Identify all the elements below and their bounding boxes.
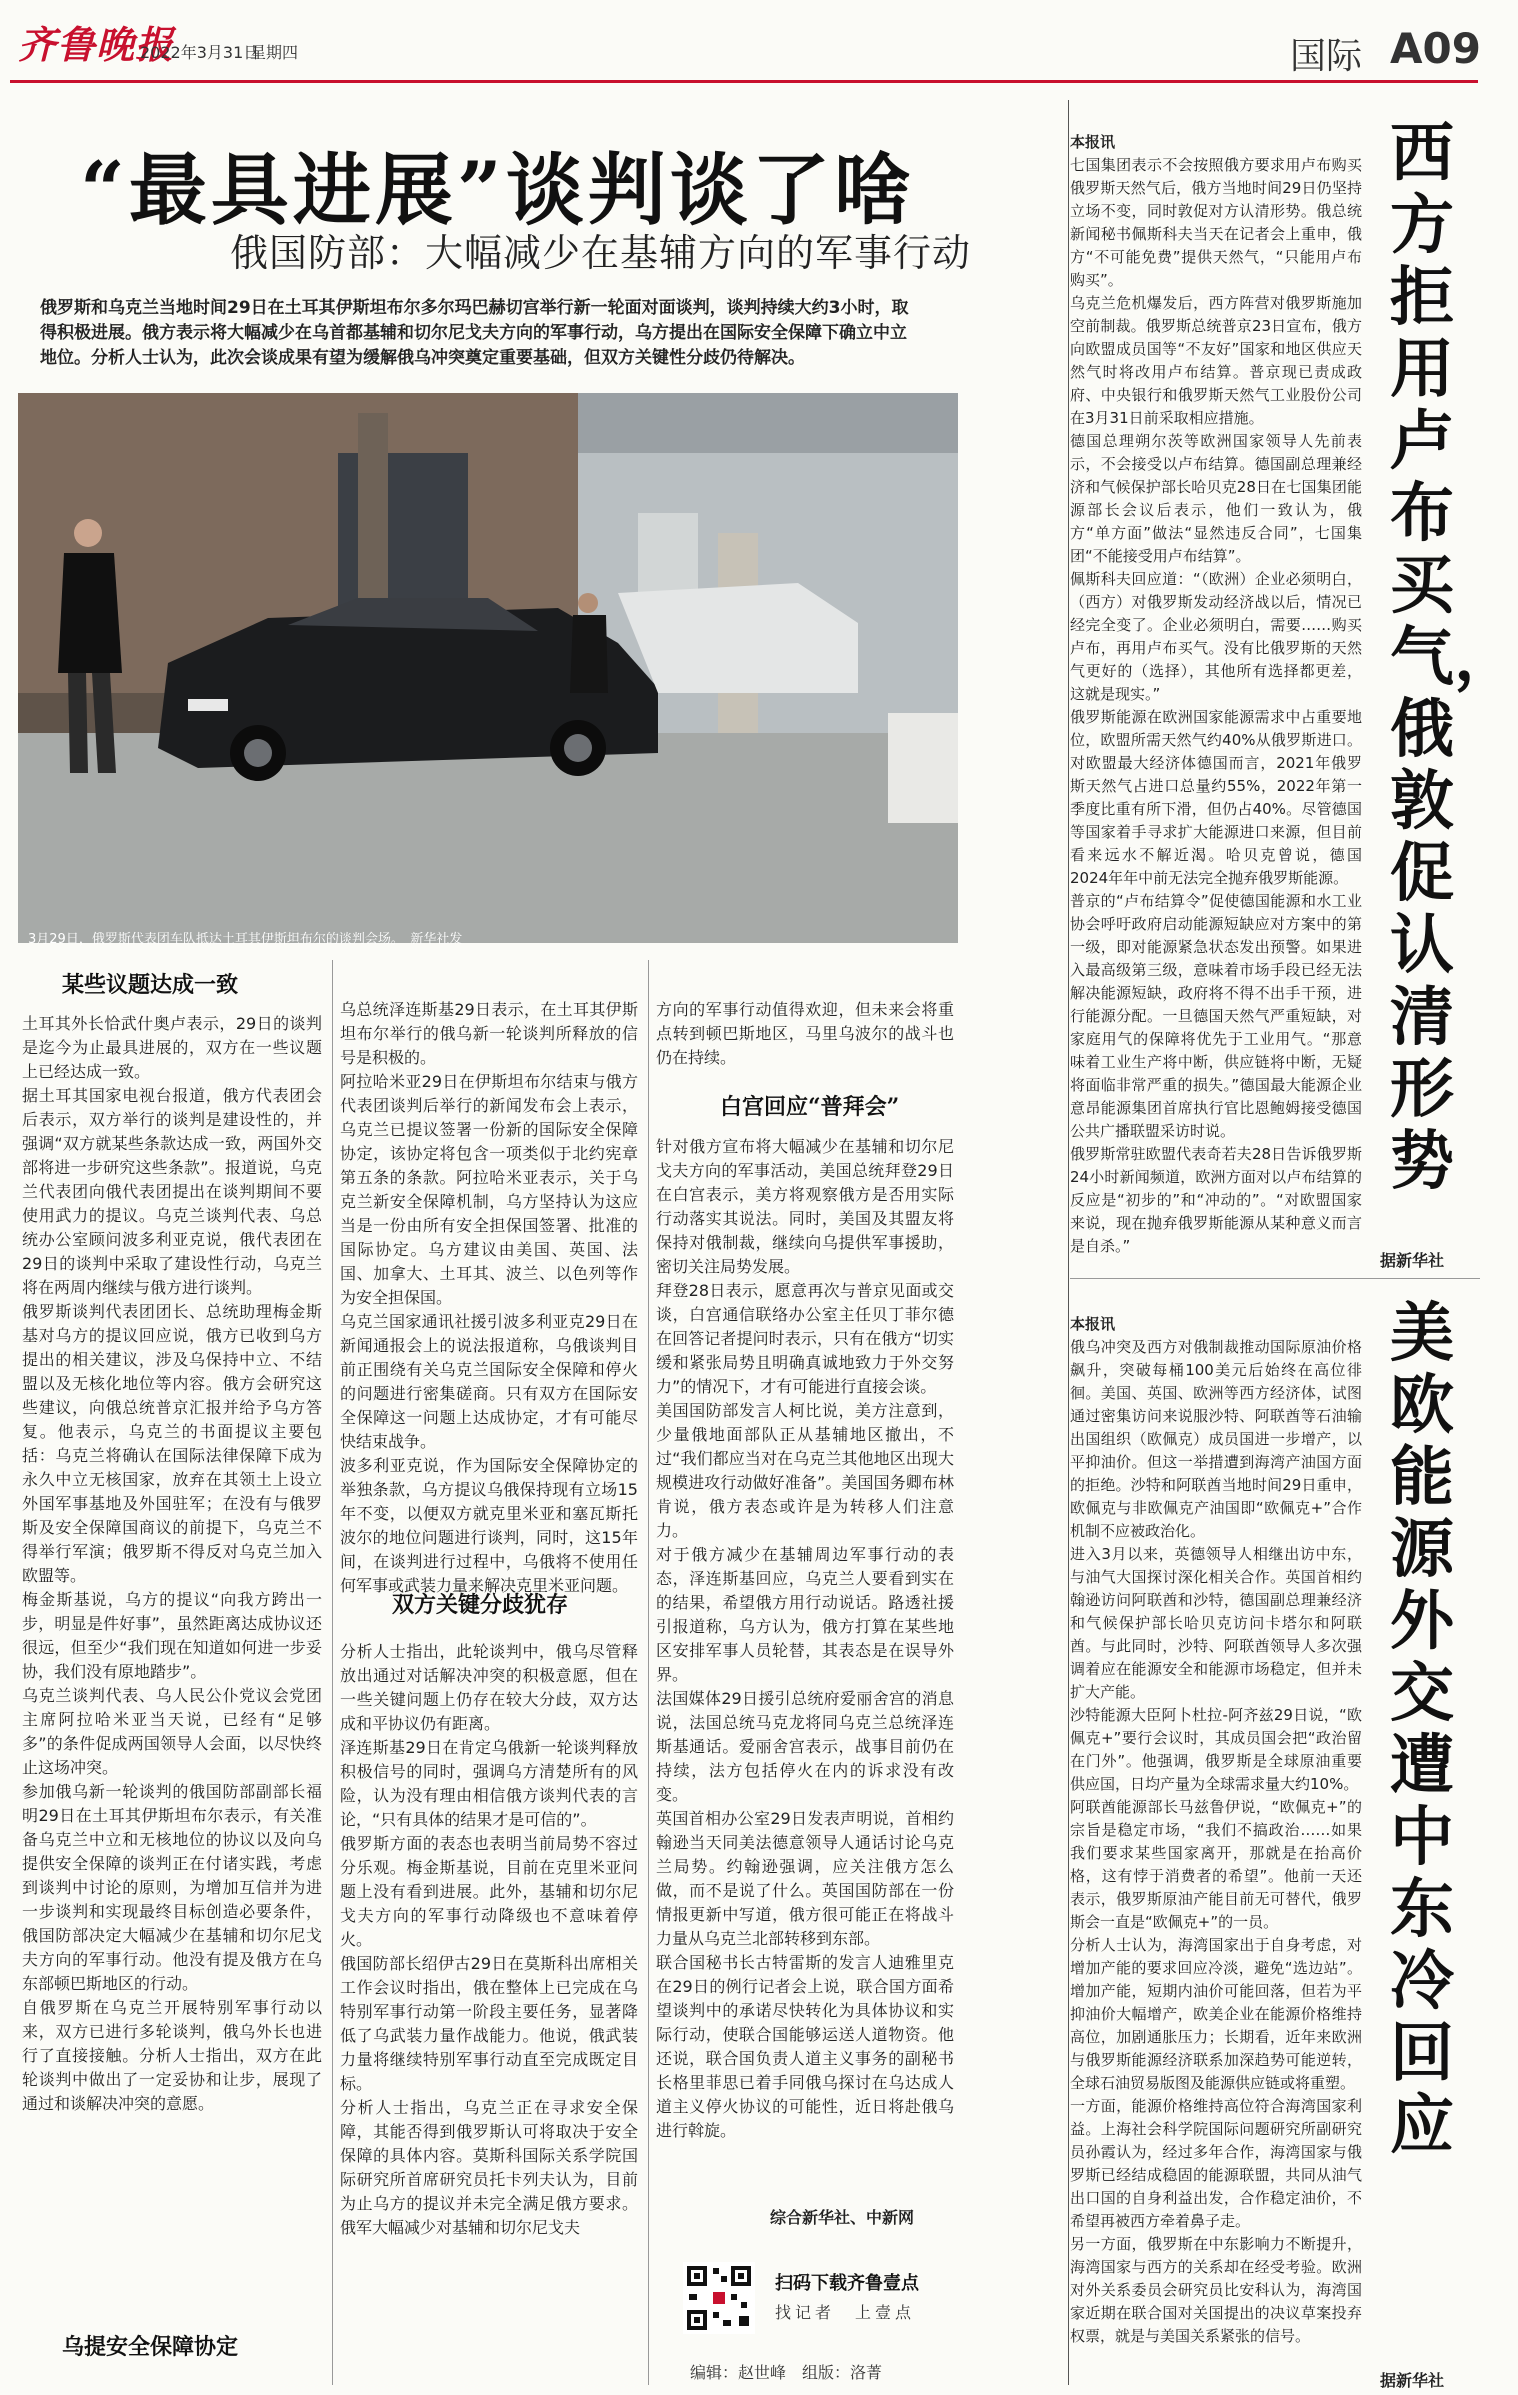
side-story-2-tag: 本报讯 — [1070, 1315, 1116, 1333]
page-number: A09 — [1390, 24, 1481, 73]
side-story-2-body — [1070, 1290, 1362, 2360]
side-story-1-body — [1070, 108, 1362, 1255]
column-divider-1 — [332, 960, 333, 2385]
issue-weekday: 星期四 — [250, 43, 299, 62]
lead-column-3b: 针对俄方宣布将大幅减少在基辅和切尔尼戈夫方向的军事活动，美国总统拜登29日在白宫表示，美方将观察俄方是否用实际行动落实其说法。同时，美国及其盟友将保持对俄制裁，继续向乌提供军事援助，密切关注局势发展。 拜登28日表示，愿意再次与普京见面或交谈，白宫通信联络办公室主任贝丁菲尔德在回答记者提问时表示，只有在俄方“切实缓和紧张局势且明确真诚地致力于外交努力”的情况下，才有可能进行直接会谈。 美国国防部发言人柯比说，美方注意到，少量俄地面部队正从基辅地区撤出，不过“我们都应当对在乌克兰其他地区出现大规模进攻行动做好准备”。美国国务卿布林肯说，俄方表态或许是为转移人们注意力。 对于俄方减少在基辅周边军事行动的表态，泽连斯基回应，乌克兰人要看到实在的结果，希望俄方用行动说话。路透社援引报道称，乌方认为，俄方打算在某些地区安排军事人员轮替，其表态是在误导外界。 法国媒体29日援引总统府爱丽舍宫的消息说，法国总统马克龙将同乌克兰总统泽连斯基通话。爱丽舍宫表示，战事目前仍在持续，法方包括停火在内的诉求没有改变。 英国首相办公室29日发表声明说，首相约翰逊当天同美法德意领导人通话讨论乌克兰局势。约翰逊强调，应关注俄方怎么做，而不是说了什么。英国国防部在一份情报更新中写道，俄方很可能正在将战斗力量从乌克兰北部转移到东部。 联合国秘书长古特雷斯的发言人迪雅里克在29日的例行记者会上说，联合国方面希望谈判中的承诺尽快转化为具体协议和实际行动，使联合国能够运送人道物资。他还说，联合国负责人道主义事务的副秘书长格里菲思已着手同俄乌探讨在乌达成人道主义停火协议的可能性，近日将赴俄乌进行斡旋。 — [656, 1137, 954, 2140]
side-story-divider — [1070, 1278, 1480, 1279]
qr-title: 扫码下载齐鲁壹点 — [775, 2273, 919, 2294]
side-story-2-source: 据新华社 — [1380, 2371, 1445, 2390]
header-rule — [10, 80, 1478, 83]
lead-column-3: 方向的军事行动值得欢迎，但未来会将重点转到顿巴斯地区，马里乌波尔的战斗也仍在持续。 — [656, 1000, 954, 1067]
column-divider-2 — [648, 960, 649, 2385]
side-story-1-headline: 西方拒用卢布买气，俄敦促认清形势 — [1390, 116, 1518, 1199]
section-title-2: 双方关键分歧犹存 — [392, 1592, 569, 1618]
lead-lede: 俄罗斯和乌克兰当地时间29日在土耳其伊斯坦布尔多尔玛巴赫切宫举行新一轮面对面谈判，谈判持续大约3小时，取得积极进展。俄方表示将大幅减少在乌首都基辅和切尔尼戈夫方向的军事行动，乌方提出在国际安全保障下确立中立地位。分析人士认为，此次会谈成果有望为缓解俄乌冲突奠定重要基础，但双方关键性分歧仍待解决。 — [40, 298, 909, 368]
newspaper-logo: 齐鲁晚报 — [18, 22, 175, 67]
photo-illustration — [18, 393, 958, 943]
section-title-1: 某些议题达成一致 — [62, 972, 239, 998]
lead-subhead: 俄国防部：大幅减少在基辅方向的军事行动 — [230, 231, 972, 275]
news-photo — [18, 393, 958, 943]
side-story-1-tag: 本报讯 — [1070, 133, 1116, 151]
lead-headline: “最具进展”谈判谈了啥 — [80, 145, 916, 236]
side-story-2-text: 俄乌冲突及西方对俄制裁推动国际原油价格飙升，突破每桶100美元后始终在高位徘徊。美国、英国、欧洲等西方经济体，试图通过密集访问来说服沙特、阿联酋等石油输出国组织（欧佩克）成员国进一步增产，以平抑油价。但这一举措遭到海湾产油国方面的拒绝。沙特和阿联酋当地时间29日重申，欧佩克与非欧佩克产油国即“欧佩克+”合作机制不应被政治化。 进入3月以来，英德领导人相继出访中东，与油气大国探讨深化相关合作。英国首相约翰逊访问阿联酋和沙特，德国副总理兼经济和气候保护部长哈贝克访问卡塔尔和阿联酋。与此同时，沙特、阿联酋领导人多次强调着应在能源安全和能源市场稳定，但并未扩大产能。 沙特能源大臣阿卜杜拉-阿齐兹29日说，“欧佩克+”要行会议时，其成员国会把“政治留在门外”。他强调，俄罗斯是全球原油重要供应国，日均产量为全球需求量大约10%。 阿联酋能源部长马兹鲁伊说，“欧佩克+”的宗旨是稳定市场，“我们不搞政治……如果我们要求某些国家离开，那就是在抬高价格，这有悖于消费者的希望”。他前一天还表示，俄罗斯原油产能目前无可替代，俄罗斯会一直是“欧佩克+”的一员。 分析人士认为，海湾国家出于自身考虑，对增加产能的要求回应冷淡，避免“选边站”。增加产能，短期内油价可能回落，但若为平抑油价大幅增产，欧美企业在能源价格维持高位，加剧通胀压力；长期看，近年来欧洲与俄罗斯能源经济联系加深趋势可能逆转，全球石油贸易版图及能源供应链或将重塑。 一方面，能源价格维持高位符合海湾国家利益。上海社会科学院国际问题研究所副研究员孙霞认为，经过多年合作，海湾国家与俄罗斯已经结成稳固的能源联盟，共同从油气出口国的自身利益出发，合作稳定油价，不希望再被西方牵着鼻子走。 另一方面，俄罗斯在中东影响力不断提升，海湾国家与西方的关系却在经受考验。欧洲对外关系委员会研究员比安科认为，海湾国家近期在联合国对关国提出的决议草案投弃权票，就是与美国关系紧张的信号。 — [1070, 1338, 1362, 2345]
section-name: 国际 — [1290, 36, 1363, 77]
photo-caption: 3月29日，俄罗斯代表团车队抵达土耳其伊斯坦布尔的谈判会场。 新华社发 — [28, 932, 463, 947]
qr-subtitle: 找记者 上壹点 — [775, 2303, 916, 2322]
issue-date: 2022年3月31日 — [140, 43, 260, 62]
section-title-col1-end: 乌提安全保障协定 — [62, 2334, 239, 2360]
side-story-2-headline: 美欧能源外交遭中东冷回应 — [1390, 1296, 1454, 2163]
side-story-1-source: 据新华社 — [1380, 1251, 1445, 1270]
qr-code-icon[interactable] — [683, 2262, 755, 2334]
lead-column-1: 土耳其外长恰武什奥卢表示，29日的谈判是迄今为止最具进展的，双方在一些议题上已经达成一致。 据土耳其国家电视台报道，俄方代表团会后表示，双方举行的谈判是建设性的，并强调“双方就某些条款达成一致，两国外交部将进一步研究这些条款”。报道说，乌克兰代表团向俄代表团提出在谈判期间不要使用武力的提议。乌克兰谈判代表、乌总统办公室顾问波多利亚克说，俄代表团在29日的谈判中采取了建设性行动，乌克兰将在两周内继续与俄方进行谈判。 俄罗斯谈判代表团团长、总统助理梅金斯基对乌方的提议回应说，俄方已收到乌方提出的相关建议，涉及乌保持中立、不结盟以及无核化地位等内容。俄方会研究这些建议，向俄总统普京汇报并给予乌方答复。他表示，乌克兰的书面提议主要包括：乌克兰将确认在国际法律保障下成为永久中立无核国家，放弃在其领土上设立外国军事基地及外国驻军；在没有与俄罗斯及安全保障国商议的前提下，乌克兰不得举行军演；俄罗斯不得反对乌克兰加入欧盟等。 梅金斯基说，乌方的提议“向我方跨出一步，明显是件好事”，虽然距离达成协议还很远，但至少“我们现在知道如何进一步妥协，我们没有原地踏步”。 乌克兰谈判代表、乌人民公仆党议会党团主席阿拉哈米亚当天说，已经有“足够多”的条件促成两国领导人会面，以尽快终止这场冲突。 参加俄乌新一轮谈判的俄国防部副部长福明29日在土耳其伊斯坦布尔表示，有关准备乌克兰中立和无核地位的协议以及向乌提供安全保障的谈判正在付诸实践，考虑到谈判中讨论的原则，为增加互信并为进一步谈判和实现最终目标创造必要条件，俄国防部决定大幅减少在基辅和切尔尼戈夫方向的军事行动。他没有提及俄方在乌东部顿巴斯地区的行动。 自俄罗斯在乌克兰开展特别军事行动以来，双方已进行多轮谈判，俄乌外长也进行了直接接触。分析人士指出，双方在此轮谈判中做出了一定妥协和让步，展现了通过和谈解决冲突的意愿。 — [22, 1014, 322, 2113]
section-title-3: 白宫回应“普拜会” — [720, 1094, 900, 1120]
side-story-1-text: 七国集团表示不会按照俄方要求用卢布购买俄罗斯天然气后，俄方当地时间29日仍坚持立场不变，同时敦促对方认清形势。俄总统新闻秘书佩斯科夫当天在记者会上重申，俄方“不可能免费”提供天然气，“只能用卢布购买”。 乌克兰危机爆发后，西方阵营对俄罗斯施加空前制裁。俄罗斯总统普京23日宣布，俄方向欧盟成员国等“不友好”国家和地区供应天然气时将改用卢布结算。普京现已责成政府、中央银行和俄罗斯天然气工业股份公司在3月31日前采取相应措施。 德国总理朔尔茨等欧洲国家领导人先前表示，不会接受以卢布结算。德国副总理兼经济和气候保护部长哈贝克28日在七国集团能源部长会议后表示，他们一致认为，俄方“单方面”做法“显然违反合同”，七国集团“不能接受用卢布结算”。 佩斯科夫回应道：“（欧洲）企业必须明白，（西方）对俄罗斯发动经济战以后，情况已经完全变了。企业必须明白，需要……购买卢布，再用卢布买气。没有比俄罗斯的天然气更好的（选择），其他所有选择都更差，这就是现实。” 俄罗斯能源在欧洲国家能源需求中占重要地位，欧盟所需天然气约40%从俄罗斯进口。对欧盟最大经济体德国而言，2021年俄罗斯天然气占进口总量约55%，2022年第一季度比重有所下滑，但仍占40%。尽管德国等国家着手寻求扩大能源进口来源，但目前看来远水不解近渴。哈贝克曾说，德国2024年年中前无法完全抛弃俄罗斯能源。 普京的“卢布结算令”促使德国能源和水工业协会呼吁政府启动能源短缺应对方案中的第一级，即对能源紧急状态发出预警。如果进入最高级第三级，意味着市场手段已经无法解决能源短缺，政府将不得不出手干预，进行能源分配。一旦德国天然气严重短缺，对家庭用气的保障将优先于工业用气。“那意味着工业生产将中断，供应链将中断，无疑将面临非常严重的损失。”德国最大能源企业意昂能源集团首席执行官比恩鲍姆接受德国公共广播联盟采访时说。 俄罗斯常驻欧盟代表奇若夫28日告诉俄罗斯24小时新闻频道，欧洲方面对以卢布结算的反应是“初步的”和“冲动的”。“对欧盟国家来说，现在抛弃俄罗斯能源从某种意义而言是自杀。” — [1070, 156, 1362, 1255]
right-section-divider — [1068, 100, 1069, 2385]
masthead — [0, 0, 1488, 77]
lead-source: 综合新华社、中新网 — [770, 2208, 915, 2227]
lead-column-2: 乌总统泽连斯基29日表示，在土耳其伊斯坦布尔举行的俄乌新一轮谈判所释放的信号是积极的。 阿拉哈米亚29日在伊斯坦布尔结束与俄方代表团谈判后举行的新闻发布会上表示，乌克兰已提议签署一份新的国际安全保障协定，该协定将包含一项类似于北约宪章第五条的条款。阿拉哈米亚表示，关于乌克兰新安全保障机制，乌方坚持认为这应当是一份由所有安全担保国签署、批准的国际协定。乌方建议由美国、英国、法国、加拿大、土耳其、波兰、以色列等作为安全担保国。 乌克兰国家通讯社援引波多利亚克29日在新闻通报会上的说法报道称，乌俄谈判目前正围绕有关乌克兰国际安全保障和停火的问题进行密集磋商。只有双方在国际安全保障这一问题上达成协定，才有可能尽快结束战争。 波多利亚克说，作为国际安全保障协定的举独条款，乌方提议乌俄保持现有立场15年不变，以便双方就克里米亚和塞瓦斯托波尔的地位问题进行谈判，同时，这15年间，在谈判进行过程中，乌俄将不使用任何军事或武装力量来解决克里米亚问题。 — [340, 1000, 638, 1595]
lead-column-2b: 分析人士指出，此轮谈判中，俄乌尽管释放出通过对话解决冲突的积极意愿，但在一些关键问题上仍存在较大分歧，双方达成和平协议仍有距离。 泽连斯基29日在肯定乌俄新一轮谈判释放积极信号的同时，强调乌方清楚所有的风险，认为没有理由相信俄方谈判代表的言论，“只有具体的结果才是可信的”。 俄罗斯方面的表态也表明当前局势不容过分乐观。梅金斯基说，目前在克里米亚问题上没有看到进展。此外，基辅和切尔尼戈夫方向的军事行动降级也不意味着停火。 俄国防部长绍伊古29日在莫斯科出席相关工作会议时指出，俄在整体上已完成在乌特别军事行动第一阶段主要任务，显著降低了乌武装力量作战能力。他说，俄武装力量将继续特别军事行动直至完成既定目标。 分析人士指出，乌克兰正在寻求安全保障，其能否得到俄罗斯认可将取决于安全保障的具体内容。莫斯科国际关系学院国际研究所首席研究员托卡列夫认为，目前为止乌方的提议并未完全满足俄方要求。俄军大幅减少对基辅和切尔尼戈夫 — [340, 1642, 638, 2237]
editor-credits: 编辑：赵世峰 组版：洛菁 — [690, 2363, 883, 2382]
